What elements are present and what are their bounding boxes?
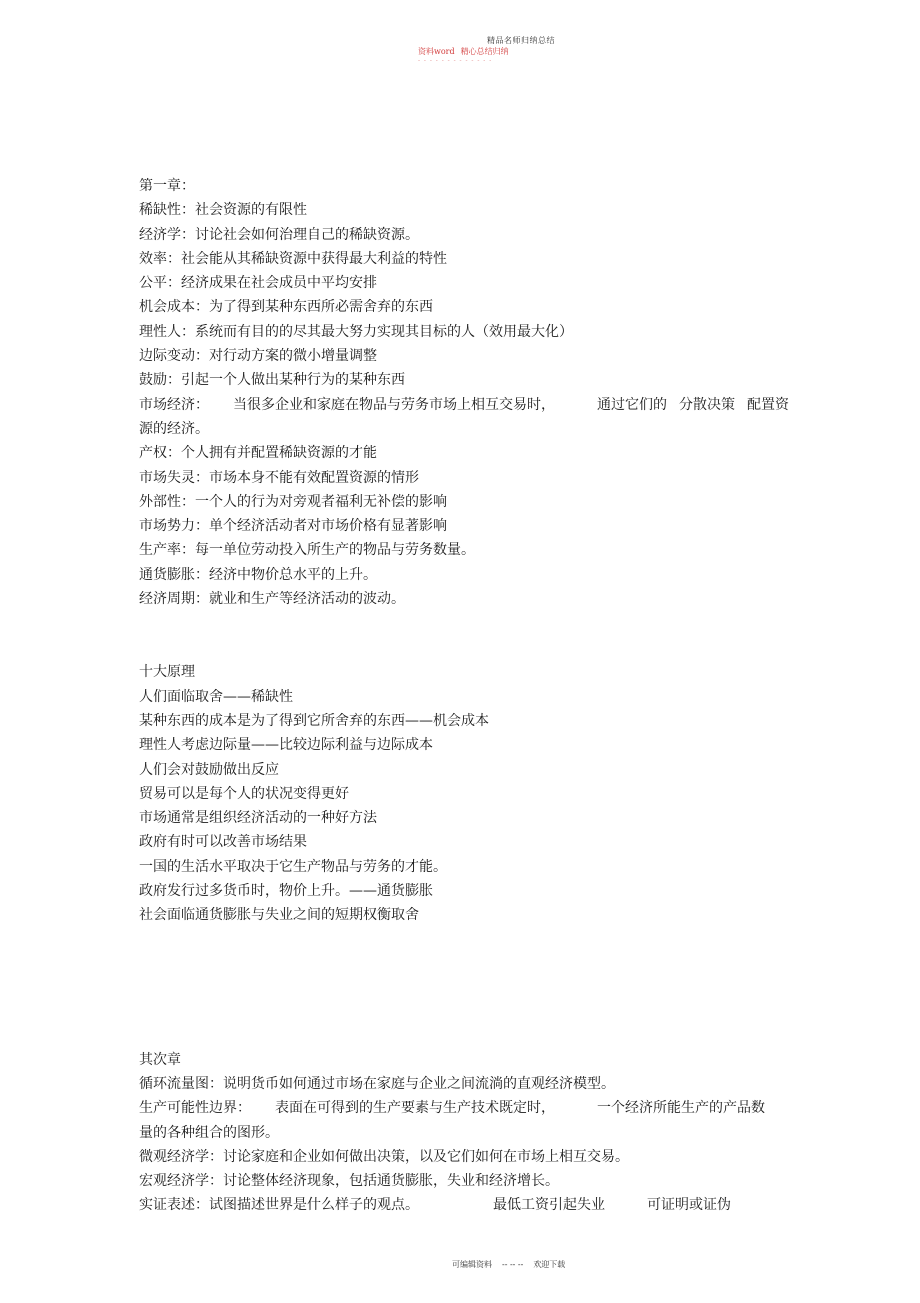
document-body [139, 174, 789, 1218]
ppf-term: 生产可能性边界： [139, 1100, 251, 1117]
chapter1-line: 经济周期：就业和生产等经济活动的波动。 [139, 591, 405, 608]
principle-line: 政府发行过多货币时，物价上升。——通货膨胀 [139, 883, 433, 900]
chapter1-line: 稀缺性：社会资源的有限性 [139, 202, 307, 219]
market-desc: 当很多企业和家庭在物品与劳务市场上相互交易时， [233, 396, 555, 413]
chapter2-line: 宏观经济学：讨论整体经济现象，包括通货膨胀，失业和经济增长。 [139, 1173, 559, 1190]
chapter1-line: 市场失灵：市场本身不能有效配置资源的情形 [139, 469, 419, 486]
chapter1-line: 鼓励：引起一个人做出某种行为的某种东西 [139, 372, 405, 389]
positive-term: 实证表述：试图描述世界是什么样子的观点。 [139, 1197, 419, 1214]
chapter1-line: 经济学：讨论社会如何治理自己的稀缺资源。 [139, 226, 419, 243]
chapter1-line: 机会成本：为了得到某种东西所必需舍弃的东西 [139, 299, 433, 316]
chapter1-heading: 第一章： [139, 178, 195, 194]
chapter1-line: 效率：社会能从其稀缺资源中获得最大利益的特性 [139, 250, 447, 267]
chapter1-line: 生产率：每一单位劳动投入所生产的物品与劳务数量。 [139, 542, 475, 559]
principle-line: 理性人考虑边际量——比较边际利益与边际成本 [139, 737, 433, 754]
market-desc-3: 分散决策 [679, 396, 735, 413]
header-sub-right: 精心总结归纳 [460, 47, 509, 56]
header-sub-left: 资料word [418, 47, 455, 56]
ppf-line [139, 1096, 779, 1120]
chapter1-line: 边际变动：对行动方案的微小增量调整 [139, 348, 377, 365]
chapter2-heading: 其次章 [139, 1051, 181, 1068]
principle-line: 市场通常是组织经济活动的一种好方法 [139, 810, 377, 827]
header-title: 精品名师归纳总结 [487, 36, 555, 45]
footer-right: 欢迎下载 [533, 1260, 566, 1269]
chapter1-line: 产权：个人拥有并配置稀缺资源的才能 [139, 445, 377, 462]
ppf-desc-2: 一个经济所能生产的产品数 [597, 1100, 765, 1117]
principle-line: 某种东西的成本是为了得到它所舍弃的东西——机会成本 [139, 712, 489, 729]
principle-line: 一国的生活水平取决于它生产物品与劳务的才能。 [139, 858, 447, 875]
market-economy-cont: 源的经济。 [139, 420, 209, 437]
chapter1-line: 通货膨胀：经济中物价总水平的上升。 [139, 566, 377, 583]
principle-line: 贸易可以是每个人的状况变得更好 [139, 785, 349, 802]
market-economy-line [139, 393, 789, 417]
header-subtitle [418, 46, 515, 57]
principle-line: 人们面临取舍——稀缺性 [139, 688, 293, 705]
chapter1-line: 市场势力：单个经济活动者对市场价格有显著影响 [139, 518, 447, 535]
chapter2-line: 微观经济学：讨论家庭和企业如何做出决策，以及它们如何在市场上相互交易。 [139, 1148, 629, 1165]
positive-example: 最低工资引起失业 [493, 1197, 605, 1214]
positive-statement-line [139, 1193, 779, 1217]
chapter2-line: 循环流量图：说明货币如何通过市场在家庭与企业之间流淌的直观经济模型。 [139, 1075, 615, 1092]
positive-note: 可证明或证伪 [647, 1197, 731, 1214]
principle-line: 政府有时可以改善市场结果 [139, 834, 307, 851]
ppf-cont: 量的各种组合的图形。 [139, 1124, 279, 1141]
principle-line: 人们会对鼓励做出反应 [139, 761, 279, 778]
page-footer [452, 1259, 575, 1270]
market-desc-4: 配置资 [747, 396, 789, 413]
principle-line: 社会面临通货膨胀与失业之间的短期权衡取舍 [139, 907, 419, 924]
chapter1-line: 外部性：一个人的行为对旁观者福利无补偿的影响 [139, 493, 447, 510]
footer-dashes: -- -- -- [502, 1260, 524, 1269]
footer-left: 可编辑资料 [452, 1260, 492, 1269]
market-desc-2: 通过它们的 [597, 396, 667, 413]
market-term: 市场经济： [139, 396, 209, 413]
principles-heading: 十大原理 [139, 664, 195, 681]
header-dots: - - - - - - - - - - - - - [418, 57, 493, 64]
chapter1-line: 公平：经济成果在社会成员中平均安排 [139, 275, 377, 292]
ppf-desc: 表面在可得到的生产要素与生产技术既定时， [275, 1100, 555, 1117]
chapter1-line: 理性人：系统而有目的的尽其最大努力实现其目标的人（效用最大化） [139, 323, 573, 340]
